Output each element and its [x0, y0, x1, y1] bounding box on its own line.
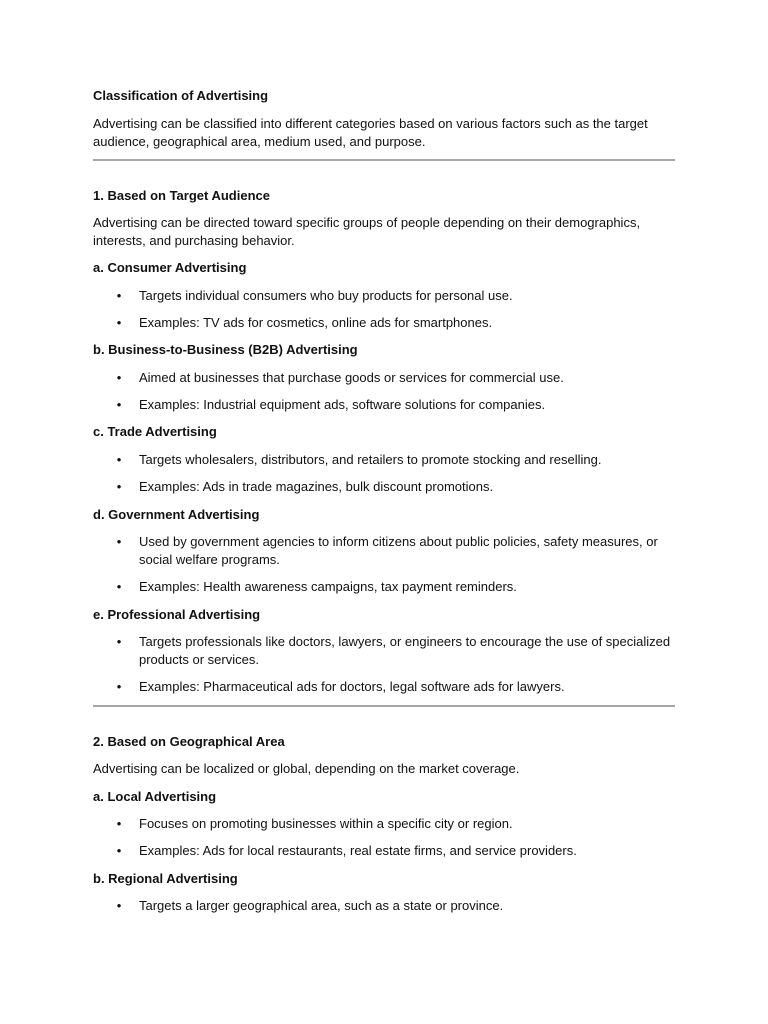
bullet-icon: • [116, 843, 122, 858]
subheading-regional-advertising: b. Regional Advertising [93, 871, 238, 886]
horizontal-rule [93, 159, 675, 161]
bullet-icon: • [116, 452, 122, 467]
document-title: Classification of Advertising [93, 88, 269, 103]
bullet-icon: • [116, 479, 122, 494]
list-item-text: Targets wholesalers, distributors, and retailers to promote stocking and reselling. [139, 452, 602, 467]
bullet-icon: • [116, 370, 122, 385]
list-item-text: Examples: Ads in trade magazines, bulk discount promotions. [139, 479, 494, 494]
subheading-b2b-advertising: b. Business-to-Business (B2B) Advertising [93, 342, 358, 357]
list-item-text: Targets a larger geographical area, such as a state or province. [139, 898, 504, 913]
bullet-icon: • [116, 898, 122, 913]
document-intro: Advertising can be classified into different categories based on various factors such as the target audience, geographical area, medium used, and purpose. [93, 116, 648, 149]
list-item-text: Examples: Industrial equipment ads, software solutions for companies. [139, 397, 546, 412]
list-item-text: Examples: Pharmaceutical ads for doctors, legal software ads for lawyers. [139, 679, 565, 694]
subheading-consumer-advertising: a. Consumer Advertising [93, 260, 247, 275]
bullet-icon: • [116, 397, 122, 412]
list-item-text: Examples: Health awareness campaigns, tax payment reminders. [139, 579, 517, 594]
bullet-icon: • [116, 634, 122, 649]
section-intro-geographical-area: Advertising can be localized or global, depending on the market coverage. [93, 761, 520, 776]
subheading-trade-advertising: c. Trade Advertising [93, 424, 217, 439]
list-item-text: Used by government agencies to inform citizens about public policies, safety measures, or social welfare programs. [139, 534, 658, 567]
list-item-text: Aimed at businesses that purchase goods or services for commercial use. [139, 370, 564, 385]
section-heading-geographical-area: 2. Based on Geographical Area [93, 734, 285, 749]
list-item-text: Targets individual consumers who buy products for personal use. [139, 288, 513, 303]
list-item-text: Focuses on promoting businesses within a specific city or region. [139, 816, 513, 831]
subheading-professional-advertising: e. Professional Advertising [93, 607, 261, 622]
list-item-text: Targets professionals like doctors, lawyers, or engineers to encourage the use of specialized products or services. [139, 634, 671, 667]
bullet-icon: • [116, 288, 122, 303]
horizontal-rule [93, 705, 675, 707]
section-intro-target-audience: Advertising can be directed toward specific groups of people depending on their demographics, interests, and purchasing behavior. [93, 215, 641, 248]
subheading-local-advertising: a. Local Advertising [93, 789, 217, 804]
list-item-text: Examples: Ads for local restaurants, real estate firms, and service providers. [139, 843, 577, 858]
bullet-icon: • [116, 679, 122, 694]
bullet-icon: • [116, 534, 122, 549]
list-item-text: Examples: TV ads for cosmetics, online ads for smartphones. [139, 315, 493, 330]
bullet-icon: • [116, 579, 122, 594]
bullet-icon: • [116, 816, 122, 831]
subheading-government-advertising: d. Government Advertising [93, 507, 260, 522]
bullet-icon: • [116, 315, 122, 330]
section-heading-target-audience: 1. Based on Target Audience [93, 188, 270, 203]
